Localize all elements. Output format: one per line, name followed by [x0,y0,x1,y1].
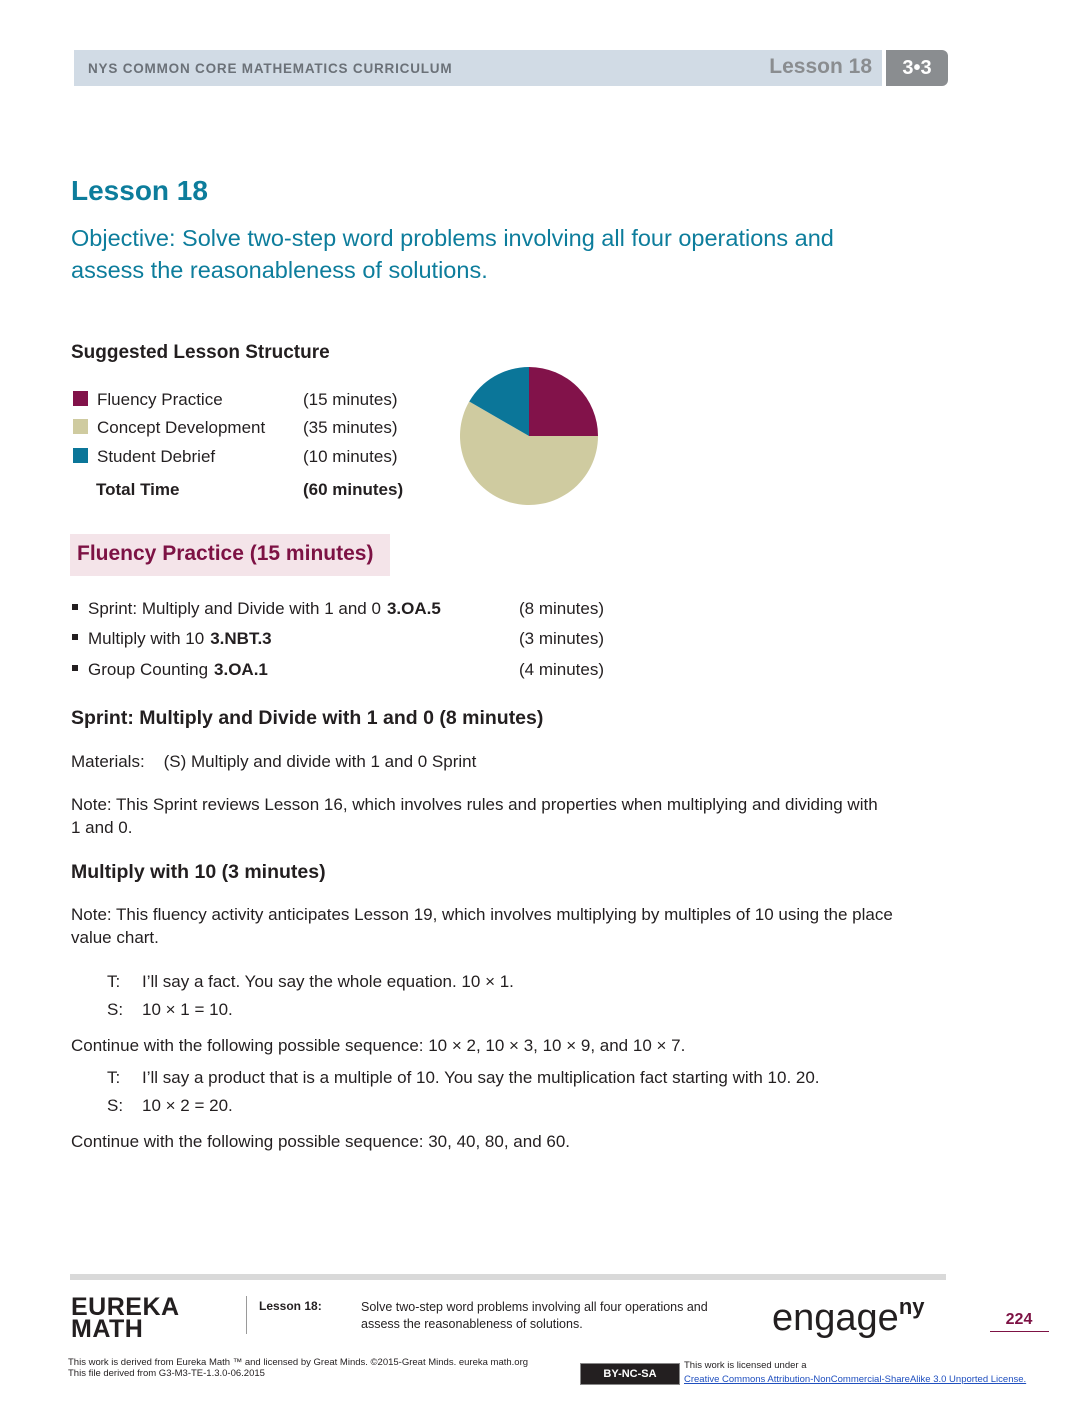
footer-objective-line: assess the reasonableness of solutions. [361,1317,583,1331]
cc-license-badge: BY-NC-SA [580,1363,680,1385]
dialog-text: 10 × 2 = 20. [142,1096,233,1115]
engage-sup: ny [898,1294,925,1319]
list-item-text: Group Counting [88,660,209,679]
page-number-underline [990,1331,1049,1332]
logo-line: MATH [71,1315,144,1343]
standard-code: 3.NBT.3 [210,629,272,648]
legend-item-debrief [73,447,215,467]
legend-swatch-debrief [73,448,88,463]
legend-label: Student Debrief [97,447,216,466]
header-lesson-label: Lesson 18 [769,55,872,78]
list-item [72,629,272,649]
sprint-heading: Sprint: Multiply and Divide with 1 and 0 (8 minutes) [71,707,544,729]
list-item-minutes: (4 minutes) [519,660,605,679]
dialog-speaker: T: [107,1068,121,1087]
standard-code: 3.OA.5 [386,599,441,618]
objective [71,222,971,286]
objective-line-2: assess the reasonableness of solutions. [71,257,488,283]
note-line: Note: This fluency activity anticipates Lesson 19, which involves multiplying by multiples of 10 using the place [71,905,893,924]
sprint-materials: Materials: (S) Multiply and divide with 1 and 0 Sprint [71,752,477,771]
lesson-structure-pie-chart [458,365,600,507]
dialog-speaker: S: [107,1000,124,1019]
dialog-text: I’ll say a fact. You say the whole equation. 10 × 1. [142,972,514,991]
dialog-speaker: S: [107,1096,124,1115]
license-left [68,1357,528,1379]
legend-minutes: (15 minutes) [303,390,398,409]
module-badge: 3•3 [886,50,948,86]
note-line: Note: This Sprint reviews Lesson 16, which involves rules and properties when multiplying and dividing with [71,795,878,814]
bullet-icon [72,634,78,640]
footer-lesson-label: Lesson 18: [259,1299,322,1313]
license-line: This work is licensed under a [684,1360,807,1371]
legend-label: Fluency Practice [97,390,223,409]
sprint-note [71,793,951,839]
legend-minutes: (10 minutes) [303,447,398,466]
total-time-minutes: (60 minutes) [303,480,404,499]
eureka-math-logo [71,1293,180,1343]
engageny-logo [772,1294,925,1340]
list-item-minutes: (8 minutes) [519,599,605,618]
multiply10-note [71,903,951,949]
license-line: This file derived from G3-M3-TE-1.3.0-06.2015 [68,1368,265,1379]
list-item-text: Multiply with 10 [88,629,205,648]
fluency-heading: Fluency Practice (15 minutes) [77,542,374,565]
dialog-speaker: T: [107,972,121,991]
list-item [72,599,441,619]
legend-item-fluency [73,390,223,410]
standard-code: 3.OA.1 [214,660,268,679]
continue-sequence: Continue with the following possible sequence: 30, 40, 80, and 60. [71,1132,571,1151]
page-number: 224 [1005,1311,1033,1328]
objective-line-1: Objective: Solve two-step word problems involving all four operations and [71,225,834,251]
legend-label: Concept Development [97,418,266,437]
bullet-icon [72,665,78,671]
license-right [684,1359,1026,1387]
footer-divider [246,1296,247,1334]
total-time-label: Total Time [96,480,180,499]
multiply10-heading: Multiply with 10 (3 minutes) [71,861,326,883]
dialog-text: 10 × 1 = 10. [142,1000,233,1019]
note-line: value chart. [71,928,159,947]
license-line: This work is derived from Eureka Math ™ and licensed by Great Minds. ©2015-Great Minds. eureka math.org [68,1357,529,1368]
license-link[interactable]: Creative Commons Attribution-NonCommercial-ShareAlike 3.0 Unported License. [684,1374,1027,1385]
legend-item-concept [73,418,265,438]
footer-objective-line: Solve two-step word problems involving all four operations and [361,1300,708,1314]
structure-heading: Suggested Lesson Structure [71,342,330,363]
list-item-text: Sprint: Multiply and Divide with 1 and 0 [88,599,381,618]
continue-sequence: Continue with the following possible sequence: 10 × 2, 10 × 3, 10 × 9, and 10 × 7. [71,1036,686,1055]
legend-swatch-concept [73,419,88,434]
footer-objective [361,1299,751,1333]
page-title: Lesson 18 [71,175,208,206]
curriculum-label: NYS COMMON CORE MATHEMATICS CURRICULUM [88,61,453,76]
legend-minutes: (35 minutes) [303,418,398,437]
pie-slice-fluency-practice [529,367,598,436]
dialog-text: I’ll say a product that is a multiple of 10. You say the multiplication fact starting with 10. 20. [142,1068,820,1087]
list-item [72,660,268,680]
legend-swatch-fluency [73,391,88,406]
note-line: 1 and 0. [71,818,133,837]
engage-text: engage [772,1297,899,1339]
list-item-minutes: (3 minutes) [519,629,605,648]
logo-line: EUREKA [71,1293,180,1321]
bullet-icon [72,604,78,610]
footer-rule [70,1274,946,1280]
